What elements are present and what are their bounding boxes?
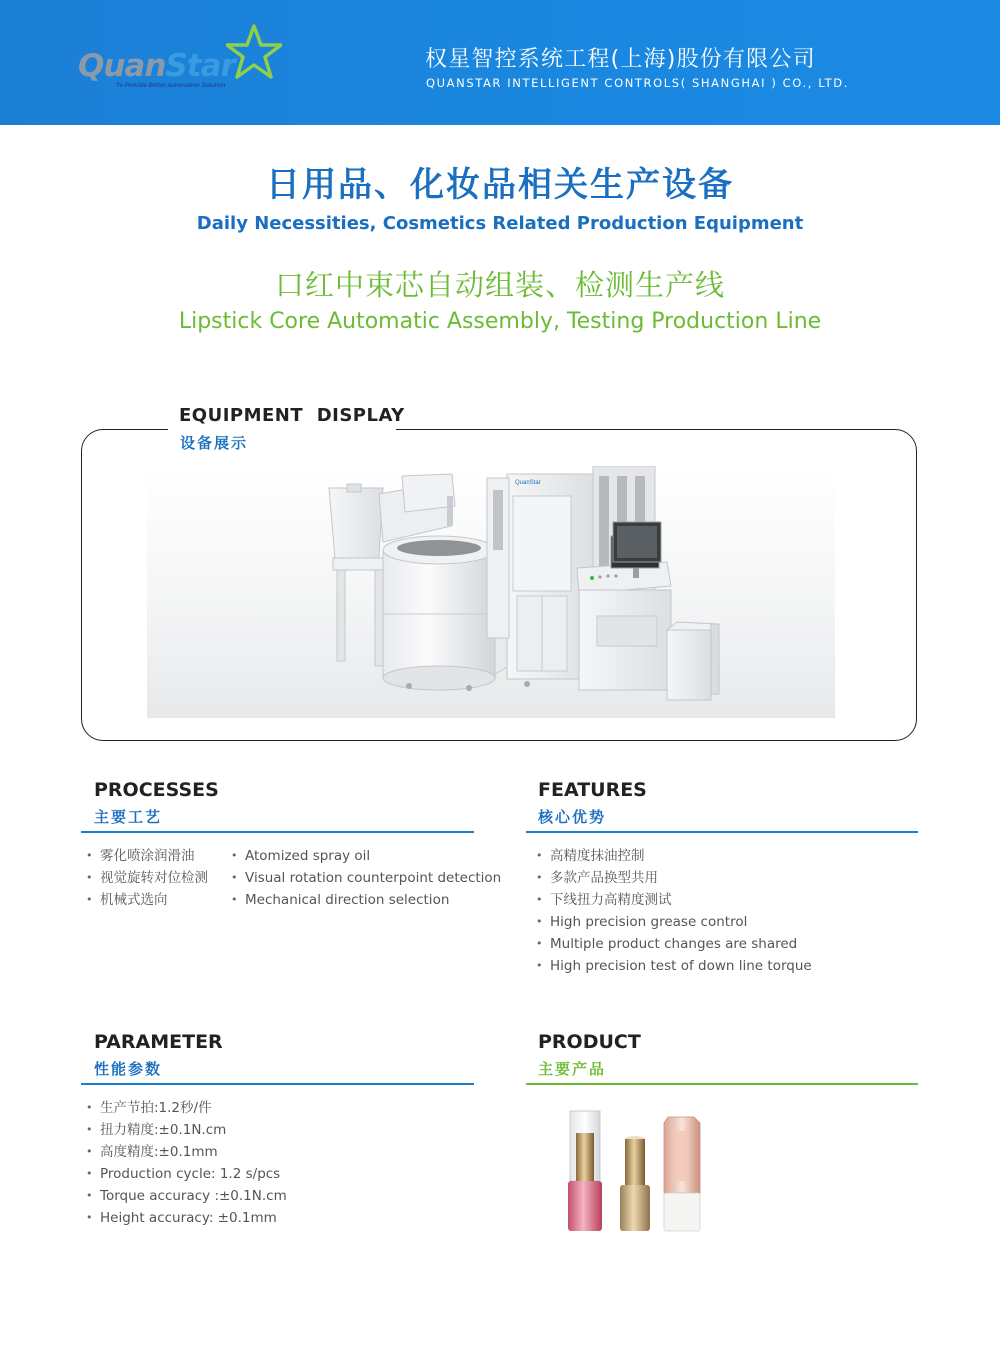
logo-slogan: To Provide Better automation Solution [116,83,226,89]
list-item: • Multiple product changes are shared [536,933,812,955]
list-item: • 下线扭力高精度测试 [536,889,812,911]
lipstick-rose [664,1117,700,1231]
machine-logo: QuanStar [515,480,541,486]
list-item: • 雾化喷涂润滑油 [86,845,208,867]
list-item: • 视觉旋转对位检测 [86,867,208,889]
features-divider [526,831,918,833]
parameter-list [86,1097,287,1229]
processes-divider [81,831,474,833]
list-item: • 扭力精度:±0.1N.cm [86,1119,287,1141]
features-list [536,845,812,977]
list-item: • Atomized spray oil [231,845,501,867]
product-line-title-en: Lipstick Core Automatic Assembly, Testing Production Line [178,309,822,334]
product-heading-cn: 主要产品 [538,1060,607,1078]
processes-list-en [231,845,501,911]
features-heading-cn: 核心优势 [538,808,607,826]
monitor [613,522,661,562]
list-item: • 高度精度:±0.1mm [86,1141,287,1163]
features-heading-en: FEATURES [538,779,647,801]
lipstick-product-image [560,1105,710,1240]
rotary-drum [383,536,495,691]
list-item: • Height accuracy: ±0.1mm [86,1207,287,1229]
parameter-heading-en: PARAMETER [94,1031,223,1053]
logo-star-text: Star [165,48,235,84]
list-item: • Mechanical direction selection [231,889,501,911]
processes-heading-en: PROCESSES [94,779,219,801]
parameter-divider [81,1083,474,1085]
list-item: • Visual rotation counterpoint detection [231,867,501,889]
list-item: • 生产节拍:1.2秒/件 [86,1097,287,1119]
product-line-title-cn: 口红中束芯自动组装、检测生产线 [274,268,725,302]
list-item: • High precision grease control [536,911,812,933]
lipstick-gold [620,1136,650,1231]
page-title-cn: 日用品、化妆品相关生产设备 [266,165,734,205]
equipment-display-heading-cn: 设备展示 [180,434,249,452]
company-name-cn: 权星智控系统工程(上海)股份有限公司 [425,47,816,72]
product-divider [526,1083,918,1085]
company-name-en: QUANSTAR INTELLIGENT CONTROLS( SHANGHAI ) CO., LTD. [426,76,850,90]
side-unit [667,622,719,700]
header-banner [0,0,1000,125]
page-title-en: Daily Necessities, Cosmetics Related Production Equipment [196,213,804,234]
star-icon [226,24,282,80]
list-item: • High precision test of down line torque [536,955,812,977]
equipment-display-heading-en: EQUIPMENT DISPLAY [179,405,405,426]
processes-heading-cn: 主要工艺 [94,808,163,826]
equipment-image [147,466,835,718]
logo-wordmark [78,48,235,84]
company-logo[interactable] [78,26,288,96]
list-item: • Torque accuracy :±0.1N.cm [86,1185,287,1207]
lipstick-pink [568,1111,602,1231]
processes-list-cn [86,845,208,911]
parameter-heading-cn: 性能参数 [94,1060,163,1078]
list-item: • 机械式选向 [86,889,208,911]
list-item: • 多款产品换型共用 [536,867,812,889]
logo-quan: Quan [78,48,166,84]
list-item: • Production cycle: 1.2 s/pcs [86,1163,287,1185]
product-heading-en: PRODUCT [538,1031,641,1053]
list-item: • 高精度抹油控制 [536,845,812,867]
